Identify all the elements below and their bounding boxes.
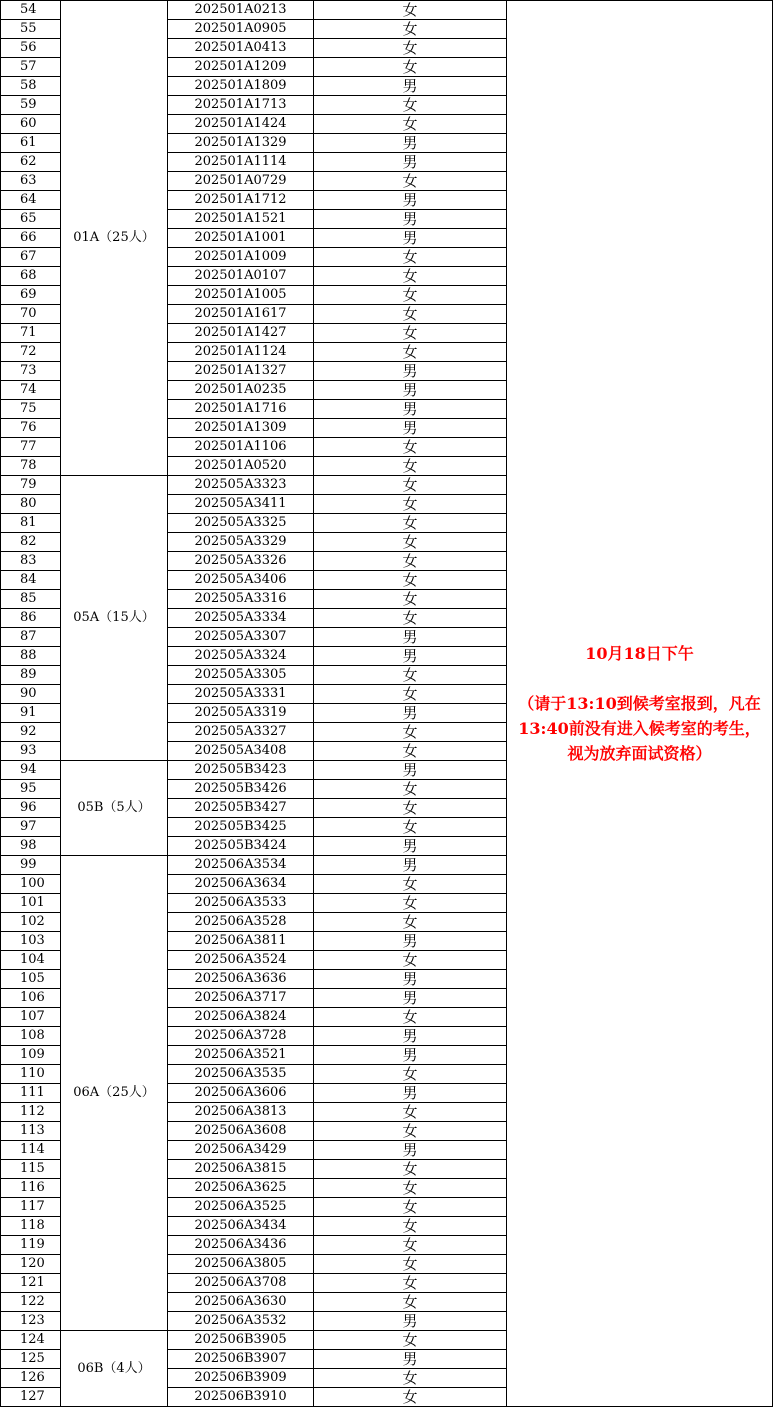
exam-id-cell: 202506A3532 — [168, 1312, 314, 1331]
seq-number-cell: 65 — [1, 210, 61, 229]
exam-id-cell: 202506A3535 — [168, 1065, 314, 1084]
exam-id-cell: 202506A3608 — [168, 1122, 314, 1141]
gender-cell: 女 — [314, 96, 507, 115]
exam-id-cell: 202505A3406 — [168, 571, 314, 590]
gender-cell: 男 — [314, 134, 507, 153]
gender-cell: 女 — [314, 1388, 507, 1407]
seq-number-cell: 114 — [1, 1141, 61, 1160]
exam-id-cell: 202506A3805 — [168, 1255, 314, 1274]
exam-id-cell: 202501A1617 — [168, 305, 314, 324]
exam-id-cell: 202505A3411 — [168, 495, 314, 514]
exam-id-cell: 202501A1713 — [168, 96, 314, 115]
exam-id-cell: 202506A3533 — [168, 894, 314, 913]
gender-cell: 女 — [314, 1179, 507, 1198]
note-date: 10月18日下午 — [585, 644, 694, 663]
exam-id-cell: 202506A3717 — [168, 989, 314, 1008]
exam-id-cell: 202505A3325 — [168, 514, 314, 533]
exam-id-cell: 202501A1114 — [168, 153, 314, 172]
gender-cell: 女 — [314, 1293, 507, 1312]
exam-id-cell: 202506A3606 — [168, 1084, 314, 1103]
seq-number-cell: 71 — [1, 324, 61, 343]
group-cell: 05B（5人） — [61, 761, 168, 856]
gender-cell: 女 — [314, 343, 507, 362]
note-instructions: （请于13:10到候考室报到，凡在13:40前没有进入候考室的考生，视为放弃面试资格） — [518, 694, 761, 763]
exam-id-cell: 202501A0235 — [168, 381, 314, 400]
gender-cell: 男 — [314, 761, 507, 780]
seq-number-cell: 102 — [1, 913, 61, 932]
seq-number-cell: 127 — [1, 1388, 61, 1407]
gender-cell: 男 — [314, 191, 507, 210]
exam-id-cell: 202506A3429 — [168, 1141, 314, 1160]
exam-id-cell: 202505B3427 — [168, 799, 314, 818]
exam-id-cell: 202506A3811 — [168, 932, 314, 951]
seq-number-cell: 103 — [1, 932, 61, 951]
exam-id-cell: 202505A3324 — [168, 647, 314, 666]
table-row — [1, 1, 773, 20]
exam-id-cell: 202506A3625 — [168, 1179, 314, 1198]
seq-number-cell: 55 — [1, 20, 61, 39]
seq-number-cell: 85 — [1, 590, 61, 609]
exam-id-cell: 202506A3630 — [168, 1293, 314, 1312]
seq-number-cell: 126 — [1, 1369, 61, 1388]
exam-id-cell: 202501A0107 — [168, 267, 314, 286]
seq-number-cell: 104 — [1, 951, 61, 970]
seq-number-cell: 123 — [1, 1312, 61, 1331]
exam-id-cell: 202501A1809 — [168, 77, 314, 96]
seq-number-cell: 87 — [1, 628, 61, 647]
gender-cell: 女 — [314, 818, 507, 837]
seq-number-cell: 117 — [1, 1198, 61, 1217]
seq-number-cell: 91 — [1, 704, 61, 723]
gender-cell: 女 — [314, 590, 507, 609]
exam-id-cell: 202506A3813 — [168, 1103, 314, 1122]
group-cell: 06A（25人） — [61, 856, 168, 1331]
exam-id-cell: 202506A3728 — [168, 1027, 314, 1046]
seq-number-cell: 105 — [1, 970, 61, 989]
seq-number-cell: 86 — [1, 609, 61, 628]
seq-number-cell: 118 — [1, 1217, 61, 1236]
gender-cell: 男 — [314, 856, 507, 875]
exam-id-cell: 202506A3434 — [168, 1217, 314, 1236]
gender-cell: 女 — [314, 723, 507, 742]
exam-id-cell: 202501A1309 — [168, 419, 314, 438]
gender-cell: 女 — [314, 1160, 507, 1179]
gender-cell: 女 — [314, 1236, 507, 1255]
gender-cell: 女 — [314, 495, 507, 514]
seq-number-cell: 116 — [1, 1179, 61, 1198]
gender-cell: 女 — [314, 742, 507, 761]
seq-number-cell: 76 — [1, 419, 61, 438]
exam-id-cell: 202505A3316 — [168, 590, 314, 609]
seq-number-cell: 64 — [1, 191, 61, 210]
exam-id-cell: 202501A0413 — [168, 39, 314, 58]
gender-cell: 男 — [314, 210, 507, 229]
seq-number-cell: 93 — [1, 742, 61, 761]
seq-number-cell: 66 — [1, 229, 61, 248]
exam-id-cell: 202501A1329 — [168, 134, 314, 153]
gender-cell: 女 — [314, 1198, 507, 1217]
seq-number-cell: 88 — [1, 647, 61, 666]
exam-id-cell: 202501A1209 — [168, 58, 314, 77]
seq-number-cell: 68 — [1, 267, 61, 286]
exam-id-cell: 202505A3326 — [168, 552, 314, 571]
seq-number-cell: 63 — [1, 172, 61, 191]
exam-id-cell: 202501A1712 — [168, 191, 314, 210]
gender-cell: 女 — [314, 875, 507, 894]
seq-number-cell: 101 — [1, 894, 61, 913]
seq-number-cell: 97 — [1, 818, 61, 837]
exam-id-cell: 202501A0213 — [168, 1, 314, 20]
exam-id-cell: 202506A3525 — [168, 1198, 314, 1217]
exam-id-cell: 202506B3910 — [168, 1388, 314, 1407]
exam-id-cell: 202501A1716 — [168, 400, 314, 419]
gender-cell: 男 — [314, 1046, 507, 1065]
exam-id-cell: 202506A3636 — [168, 970, 314, 989]
gender-cell: 女 — [314, 248, 507, 267]
group-cell: 05A（15人） — [61, 476, 168, 761]
exam-id-cell: 202501A1521 — [168, 210, 314, 229]
group-cell: 01A（25人） — [61, 1, 168, 476]
exam-id-cell: 202506A3708 — [168, 1274, 314, 1293]
seq-number-cell: 121 — [1, 1274, 61, 1293]
seq-number-cell: 120 — [1, 1255, 61, 1274]
gender-cell: 男 — [314, 362, 507, 381]
gender-cell: 男 — [314, 400, 507, 419]
seq-number-cell: 115 — [1, 1160, 61, 1179]
seq-number-cell: 112 — [1, 1103, 61, 1122]
seq-number-cell: 69 — [1, 286, 61, 305]
exam-id-cell: 202501A1124 — [168, 343, 314, 362]
seq-number-cell: 113 — [1, 1122, 61, 1141]
exam-id-cell: 202506A3521 — [168, 1046, 314, 1065]
seq-number-cell: 78 — [1, 457, 61, 476]
interview-time-note — [507, 1, 773, 1407]
gender-cell: 男 — [314, 970, 507, 989]
gender-cell: 女 — [314, 666, 507, 685]
gender-cell: 女 — [314, 552, 507, 571]
gender-cell: 女 — [314, 1122, 507, 1141]
gender-cell: 女 — [314, 514, 507, 533]
gender-cell: 女 — [314, 1255, 507, 1274]
seq-number-cell: 72 — [1, 343, 61, 362]
exam-id-cell: 202506B3905 — [168, 1331, 314, 1350]
exam-id-cell: 202501A1424 — [168, 115, 314, 134]
seq-number-cell: 89 — [1, 666, 61, 685]
seq-number-cell: 84 — [1, 571, 61, 590]
seq-number-cell: 73 — [1, 362, 61, 381]
exam-id-cell: 202506A3534 — [168, 856, 314, 875]
exam-id-cell: 202505B3426 — [168, 780, 314, 799]
gender-cell: 女 — [314, 172, 507, 191]
exam-id-cell: 202506B3907 — [168, 1350, 314, 1369]
seq-number-cell: 108 — [1, 1027, 61, 1046]
gender-cell: 女 — [314, 951, 507, 970]
exam-id-cell: 202505B3423 — [168, 761, 314, 780]
seq-number-cell: 124 — [1, 1331, 61, 1350]
exam-id-cell: 202505A3334 — [168, 609, 314, 628]
gender-cell: 男 — [314, 229, 507, 248]
exam-id-cell: 202501A1106 — [168, 438, 314, 457]
seq-number-cell: 57 — [1, 58, 61, 77]
seq-number-cell: 70 — [1, 305, 61, 324]
gender-cell: 女 — [314, 1065, 507, 1084]
seq-number-cell: 60 — [1, 115, 61, 134]
gender-cell: 女 — [314, 1331, 507, 1350]
seq-number-cell: 61 — [1, 134, 61, 153]
exam-id-cell: 202506A3524 — [168, 951, 314, 970]
seq-number-cell: 82 — [1, 533, 61, 552]
seq-number-cell: 111 — [1, 1084, 61, 1103]
gender-cell: 女 — [314, 39, 507, 58]
seq-number-cell: 95 — [1, 780, 61, 799]
gender-cell: 女 — [314, 286, 507, 305]
gender-cell: 女 — [314, 1217, 507, 1236]
exam-id-cell: 202505B3424 — [168, 837, 314, 856]
gender-cell: 男 — [314, 628, 507, 647]
gender-cell: 男 — [314, 381, 507, 400]
exam-id-cell: 202506A3436 — [168, 1236, 314, 1255]
gender-cell: 女 — [314, 799, 507, 818]
exam-id-cell: 202506A3634 — [168, 875, 314, 894]
gender-cell: 女 — [314, 20, 507, 39]
gender-cell: 男 — [314, 419, 507, 438]
gender-cell: 女 — [314, 894, 507, 913]
exam-id-cell: 202505A3327 — [168, 723, 314, 742]
seq-number-cell: 83 — [1, 552, 61, 571]
gender-cell: 女 — [314, 438, 507, 457]
gender-cell: 女 — [314, 913, 507, 932]
exam-id-cell: 202501A0729 — [168, 172, 314, 191]
seq-number-cell: 62 — [1, 153, 61, 172]
exam-id-cell: 202505A3305 — [168, 666, 314, 685]
seq-number-cell: 94 — [1, 761, 61, 780]
gender-cell: 男 — [314, 153, 507, 172]
gender-cell: 女 — [314, 780, 507, 799]
seq-number-cell: 99 — [1, 856, 61, 875]
exam-id-cell: 202501A1427 — [168, 324, 314, 343]
exam-id-cell: 202505A3329 — [168, 533, 314, 552]
gender-cell: 男 — [314, 1312, 507, 1331]
seq-number-cell: 58 — [1, 77, 61, 96]
seq-number-cell: 81 — [1, 514, 61, 533]
gender-cell: 女 — [314, 1369, 507, 1388]
seq-number-cell: 96 — [1, 799, 61, 818]
gender-cell: 女 — [314, 571, 507, 590]
gender-cell: 男 — [314, 1350, 507, 1369]
gender-cell: 男 — [314, 1027, 507, 1046]
gender-cell: 女 — [314, 115, 507, 134]
gender-cell: 男 — [314, 1084, 507, 1103]
seq-number-cell: 67 — [1, 248, 61, 267]
exam-id-cell: 202506A3815 — [168, 1160, 314, 1179]
gender-cell: 男 — [314, 989, 507, 1008]
gender-cell: 女 — [314, 1008, 507, 1027]
seq-number-cell: 56 — [1, 39, 61, 58]
gender-cell: 女 — [314, 1, 507, 20]
gender-cell: 女 — [314, 305, 507, 324]
gender-cell: 男 — [314, 647, 507, 666]
exam-id-cell: 202501A0520 — [168, 457, 314, 476]
gender-cell: 男 — [314, 704, 507, 723]
exam-id-cell: 202501A0905 — [168, 20, 314, 39]
gender-cell: 男 — [314, 932, 507, 951]
group-cell: 06B（4人） — [61, 1331, 168, 1407]
seq-number-cell: 54 — [1, 1, 61, 20]
seq-number-cell: 122 — [1, 1293, 61, 1312]
seq-number-cell: 79 — [1, 476, 61, 495]
seq-number-cell: 59 — [1, 96, 61, 115]
table-body — [1, 1, 773, 1407]
gender-cell: 女 — [314, 476, 507, 495]
exam-id-cell: 202505A3307 — [168, 628, 314, 647]
seq-number-cell: 75 — [1, 400, 61, 419]
seq-number-cell: 90 — [1, 685, 61, 704]
seq-number-cell: 92 — [1, 723, 61, 742]
exam-id-cell: 202505A3323 — [168, 476, 314, 495]
exam-id-cell: 202506A3528 — [168, 913, 314, 932]
seq-number-cell: 100 — [1, 875, 61, 894]
gender-cell: 男 — [314, 77, 507, 96]
exam-id-cell: 202505A3408 — [168, 742, 314, 761]
seq-number-cell: 110 — [1, 1065, 61, 1084]
seq-number-cell: 98 — [1, 837, 61, 856]
gender-cell: 男 — [314, 837, 507, 856]
seq-number-cell: 74 — [1, 381, 61, 400]
gender-cell: 女 — [314, 1274, 507, 1293]
seq-number-cell: 80 — [1, 495, 61, 514]
gender-cell: 女 — [314, 609, 507, 628]
exam-id-cell: 202506B3909 — [168, 1369, 314, 1388]
seq-number-cell: 107 — [1, 1008, 61, 1027]
gender-cell: 女 — [314, 685, 507, 704]
seq-number-cell: 125 — [1, 1350, 61, 1369]
gender-cell: 女 — [314, 457, 507, 476]
gender-cell: 女 — [314, 58, 507, 77]
exam-id-cell: 202505B3425 — [168, 818, 314, 837]
gender-cell: 女 — [314, 1103, 507, 1122]
exam-id-cell: 202501A1009 — [168, 248, 314, 267]
exam-id-cell: 202501A1005 — [168, 286, 314, 305]
seq-number-cell: 106 — [1, 989, 61, 1008]
exam-id-cell: 202501A1001 — [168, 229, 314, 248]
gender-cell: 女 — [314, 533, 507, 552]
exam-id-cell: 202501A1327 — [168, 362, 314, 381]
exam-id-cell: 202505A3331 — [168, 685, 314, 704]
gender-cell: 女 — [314, 324, 507, 343]
exam-id-cell: 202506A3824 — [168, 1008, 314, 1027]
seq-number-cell: 119 — [1, 1236, 61, 1255]
exam-id-cell: 202505A3319 — [168, 704, 314, 723]
gender-cell: 女 — [314, 267, 507, 286]
seq-number-cell: 109 — [1, 1046, 61, 1065]
gender-cell: 男 — [314, 1141, 507, 1160]
seq-number-cell: 77 — [1, 438, 61, 457]
